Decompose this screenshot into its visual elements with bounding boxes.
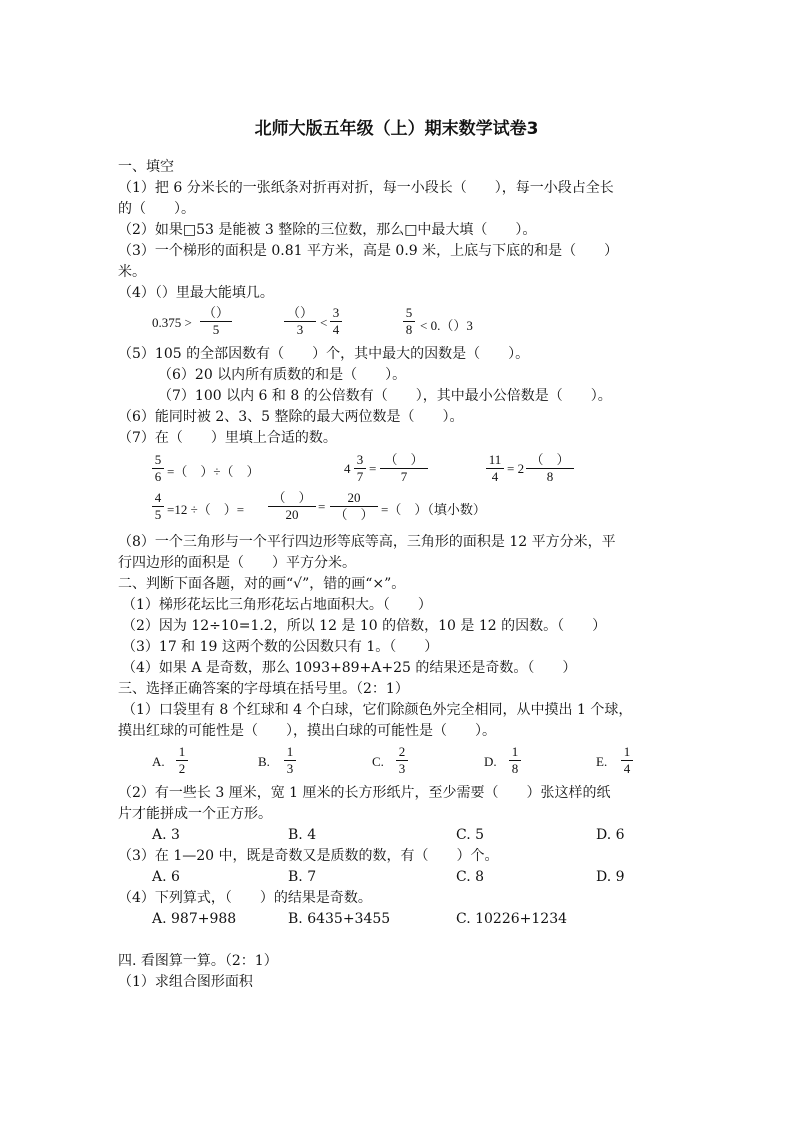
q7-expr4-fraction3 xyxy=(330,490,378,523)
q3-2-line-b: 片才能拼成一个正方形。 xyxy=(118,806,272,822)
q1-6: （6）能同时被 2、3、5 整除的最大两位数是（ ）。 xyxy=(118,409,464,425)
q7-expr3-right-numerator: （ ） xyxy=(530,452,570,467)
q3-2-option-b: B. 4 xyxy=(288,827,317,843)
q1-7a: （7）100 以内 6 和 8 的公倍数有（ ），其中最小公倍数是（ ）。 xyxy=(158,388,612,404)
q4-expr2-denominator: 3 xyxy=(296,322,304,337)
option-numerator: 2 xyxy=(398,744,406,759)
q3-3: （3）在 1—20 中，既是奇数又是质数的数，有（ ）个。 xyxy=(118,848,499,864)
q3-3-option-a: A. 6 xyxy=(152,869,180,885)
q3-1-option-d-letter: D. xyxy=(484,754,497,769)
q7-expr3-numerator: 11 xyxy=(488,452,502,467)
q4-expr2-right-numerator: 3 xyxy=(332,305,340,320)
q3-2-line-a: （2）有一些长 3 厘米，宽 1 厘米的长方形纸片，至少需要（ ）张这样的纸 xyxy=(118,785,611,801)
section-2-heading: 二、判断下面各题，对的画“√”，错的画“×”。 xyxy=(118,576,406,592)
q7-expr1-fraction xyxy=(152,452,164,485)
q7-expr2-right-denominator: 7 xyxy=(400,469,408,484)
q3-1-option-a-fraction xyxy=(176,744,188,777)
q1-8-line-a: （8）一个三角形与一个平行四边形等底等高，三角形的面积是 12 平方分米，平 xyxy=(118,534,616,550)
section-1-heading: 一、填空 xyxy=(118,159,174,175)
option-denominator: 4 xyxy=(623,761,631,776)
q3-1-line-a: （1）口袋里有 8 个红球和 4 个白球，它们除颜色外完全相同，从中摸出 1 个球， xyxy=(122,702,633,718)
q7-expr4-fraction2-denominator: 20 xyxy=(285,507,299,522)
q3-3-option-d: D. 9 xyxy=(596,869,625,885)
q7-expr4-fraction2 xyxy=(268,490,316,523)
q1-4: （4）（）里最大能填几。 xyxy=(118,285,274,301)
option-denominator: 8 xyxy=(511,761,519,776)
q7-expr2-eq: = xyxy=(369,461,377,476)
q7-expr2-whole: 4 xyxy=(344,461,351,476)
q4-expr2-fraction xyxy=(284,305,316,338)
q7-expr2-fraction xyxy=(354,452,366,485)
option-numerator: 1 xyxy=(178,744,186,759)
q7-expr1-numerator: 5 xyxy=(154,452,162,467)
option-denominator: 3 xyxy=(398,761,406,776)
option-denominator: 3 xyxy=(286,761,294,776)
q1-8-line-b: 行四边形的面积是（ ）平方分米。 xyxy=(118,555,356,571)
q3-2-option-a: A. 3 xyxy=(152,827,180,843)
q7-expr4-mid: =12 ÷（ ）= xyxy=(167,502,245,517)
q3-2-option-d: D. 6 xyxy=(596,827,625,843)
option-numerator: 1 xyxy=(623,744,631,759)
q3-4: （4）下列算式，（ ）的结果是奇数。 xyxy=(118,890,372,906)
q7-expr1-denominator: 6 xyxy=(154,469,162,484)
q4-expr1-fraction xyxy=(200,305,232,338)
q4-1: （1）求组合图形面积 xyxy=(118,974,253,990)
q7-expr4-fraction xyxy=(152,490,164,523)
q4-expr1-left: 0.375 > xyxy=(152,315,192,330)
q7-expr2-denominator: 7 xyxy=(356,469,364,484)
q3-3-option-c: C. 8 xyxy=(456,869,485,885)
q4-expr1-denominator: 5 xyxy=(212,322,220,337)
q1-2: （2）如果□53 是能被 3 整除的三位数，那么□中最大填（ ）。 xyxy=(118,222,537,238)
q7-expr4-tail: =（ ）（填小数） xyxy=(381,502,486,517)
q1-1-line-b: 的（ ）。 xyxy=(118,201,195,217)
q4-expr2-op: < xyxy=(320,315,328,330)
q3-1-option-b-letter: B. xyxy=(258,754,270,769)
q1-7: （7）在（ ）里填上合适的数。 xyxy=(118,430,337,446)
q7-expr4-denominator: 5 xyxy=(154,507,162,522)
option-numerator: 1 xyxy=(511,744,519,759)
q4-expr2-numerator: （） xyxy=(286,305,313,320)
q3-1-option-e-fraction xyxy=(621,744,633,777)
q3-1-option-e-letter: E. xyxy=(596,754,608,769)
q3-3-option-b: B. 7 xyxy=(288,869,317,885)
q4-expr1-numerator: （） xyxy=(202,305,229,320)
option-denominator: 2 xyxy=(178,761,186,776)
q1-3-line-a: （3）一个梯形的面积是 0.81 平方米，高是 0.9 米，上底与下底的和是（ ） xyxy=(118,243,619,259)
q7-expr2-right-numerator: （ ） xyxy=(384,452,424,467)
q7-expr2-right-fraction xyxy=(380,452,428,485)
q7-expr4-fraction3-numerator: 20 xyxy=(347,490,361,505)
q2-3: （3）17 和 19 这两个数的公因数只有 1。（ ） xyxy=(122,639,439,655)
q7-expr4-eq2: = xyxy=(318,499,326,514)
q7-expr3-eq: = 2 xyxy=(507,461,525,476)
q7-expr3-fraction xyxy=(486,452,504,485)
q7-expr1-right: =（ ）÷（ ） xyxy=(167,464,260,479)
q3-2-option-c: C. 5 xyxy=(456,827,485,843)
q1-3-line-b: 米。 xyxy=(118,264,146,280)
q7-expr2-numerator: 3 xyxy=(356,452,364,467)
q3-4-option-b: B. 6435+3455 xyxy=(288,911,391,927)
q7-expr3-right-denominator: 8 xyxy=(546,469,554,484)
q7-expr4-fraction2-numerator: （ ） xyxy=(272,490,312,505)
q2-2: （2）因为 12÷10=1.2，所以 12 是 10 的倍数，10 是 12 的因数。（ ） xyxy=(122,618,607,634)
q4-expr3-fraction xyxy=(403,305,415,338)
q7-expr4-fraction3-denominator: （ ） xyxy=(334,507,374,522)
q2-4: （4）如果 A 是奇数，那么 1093+89+A+25 的结果还是奇数。（ ） xyxy=(122,660,577,676)
q3-1-option-c-letter: C. xyxy=(372,754,384,769)
q3-1-option-b-fraction xyxy=(284,744,296,777)
q4-expr2-right-denominator: 4 xyxy=(332,322,340,337)
option-numerator: 1 xyxy=(286,744,294,759)
q2-1: （1）梯形花坛比三角形花坛占地面积大。（ ） xyxy=(122,597,432,613)
q3-1-option-c-fraction xyxy=(396,744,408,777)
q3-1-line-b: 摸出红球的可能性是（ ），摸出白球的可能性是（ ）。 xyxy=(118,723,496,739)
q4-expr2-right-fraction xyxy=(330,305,342,338)
q3-4-option-c: C. 10226+1234 xyxy=(456,911,568,927)
q7-expr4-numerator: 4 xyxy=(154,490,162,505)
q1-5: （5）105 的全部因数有（ ）个，其中最大的因数是（ ）。 xyxy=(118,346,530,362)
q4-expr3-right: < 0.（）3 xyxy=(420,318,473,333)
q4-expr3-numerator: 5 xyxy=(405,305,413,320)
q1-1-line-a: （1）把 6 分米长的一张纸条对折再对折，每一小段长（ ），每一小段占全长 xyxy=(118,180,614,196)
q7-expr3-denominator: 4 xyxy=(491,469,499,484)
q3-1-option-d-fraction xyxy=(509,744,521,777)
q3-1-option-a-letter: A. xyxy=(152,754,165,769)
section-3-heading: 三、选择正确答案的字母填在括号里。（2：1） xyxy=(118,681,409,697)
q4-expr3-denominator: 8 xyxy=(405,322,413,337)
q7-expr3-right-fraction xyxy=(526,452,574,485)
section-4-heading: 四. 看图算一算。（2：1） xyxy=(118,953,278,969)
q3-4-option-a: A. 987+988 xyxy=(152,911,237,927)
page-title: 北师大版五年级（上）期末数学试卷3 xyxy=(254,119,539,139)
q1-6a: （6）20 以内所有质数的和是（ ）。 xyxy=(158,367,407,383)
